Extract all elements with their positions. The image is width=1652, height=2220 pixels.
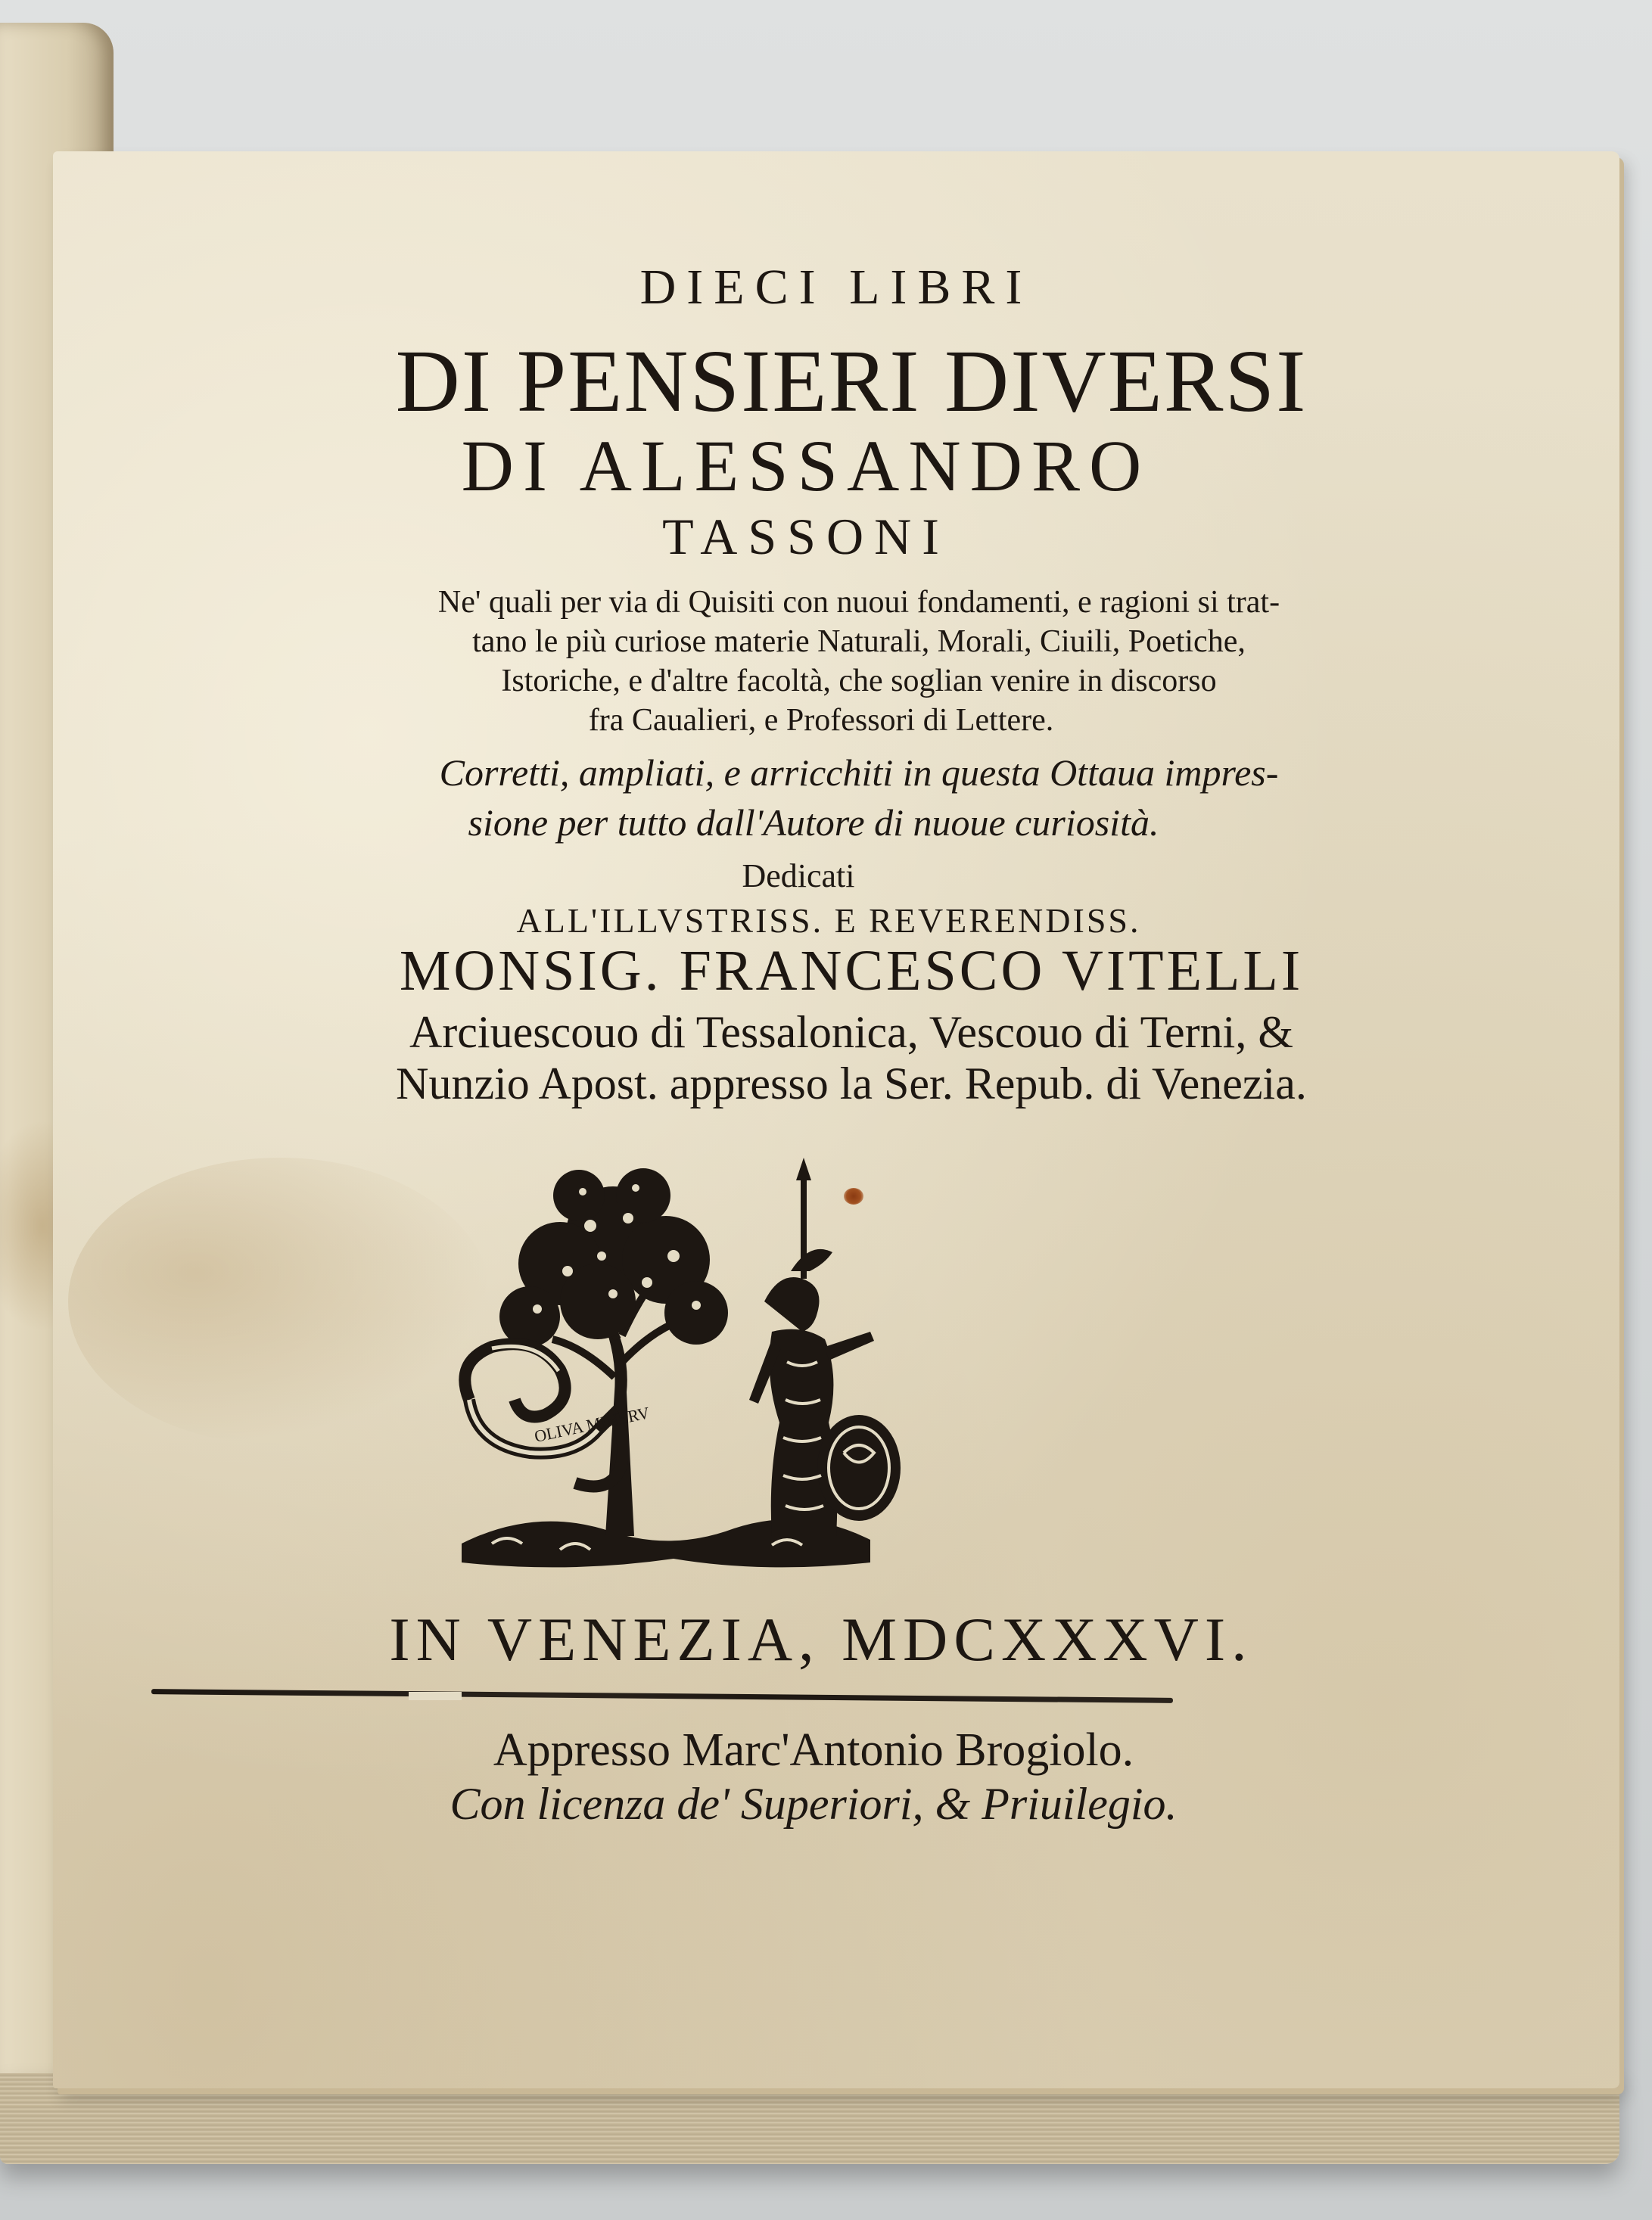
description-line-3: Istoriche, e d'altre facoltà, che soglian venire in discorso	[501, 664, 1217, 698]
description-line-1: Ne' quali per via di Quisiti con nuoui fondamenti, e ragioni si trat-	[437, 585, 1280, 620]
description-line-2: tano le più curiose materie Naturali, Morali, Ciuili, Poetiche,	[472, 624, 1246, 659]
dedication-honorific: ALL'ILLVSTRISS. E REVERENDISS.	[516, 901, 1141, 940]
author-line: DI ALESSANDRO	[461, 425, 1151, 506]
imprint-place-year: IN VENEZIA, MDCXXXVI.	[389, 1605, 1253, 1674]
description-line-4: fra Caualieri, e Professori di Lettere.	[588, 703, 1054, 738]
dedication-intro: Dedicati	[742, 857, 855, 894]
device-motto: OLIVA MINERV	[532, 1403, 652, 1446]
printer-line: Appresso Marc'Antonio Brogiolo.	[493, 1724, 1134, 1776]
dedicatee-titles-1: Arciuescouo di Tessalonica, Vescouo di Terni, &	[409, 1007, 1294, 1057]
printer-device-woodcut	[446, 1150, 931, 1574]
water-stain	[68, 1158, 492, 1445]
edition-line-2: sione per tutto dall'Autore di nuoue curiosità.	[468, 801, 1159, 844]
license-line: Con licenza de' Superiori, & Priuilegio.	[450, 1779, 1178, 1829]
title-line-2: DI PENSIERI DIVERSI	[395, 331, 1308, 431]
dedicatee-titles-2: Nunzio Apost. appresso la Ser. Repub. di Venezia.	[396, 1059, 1307, 1108]
imprint-rule-gap	[409, 1692, 462, 1700]
author-surname: TASSONI	[662, 508, 950, 565]
title-line-1: DIECI LIBRI	[639, 260, 1033, 315]
title-page	[53, 151, 1619, 2088]
imprint-rule	[151, 1689, 1173, 1703]
dedicatee-name: MONSIG. FRANCESCO VITELLI	[399, 939, 1304, 1003]
edition-line-1: Corretti, ampliati, e arricchiti in questa Ottaua impres-	[439, 751, 1279, 794]
